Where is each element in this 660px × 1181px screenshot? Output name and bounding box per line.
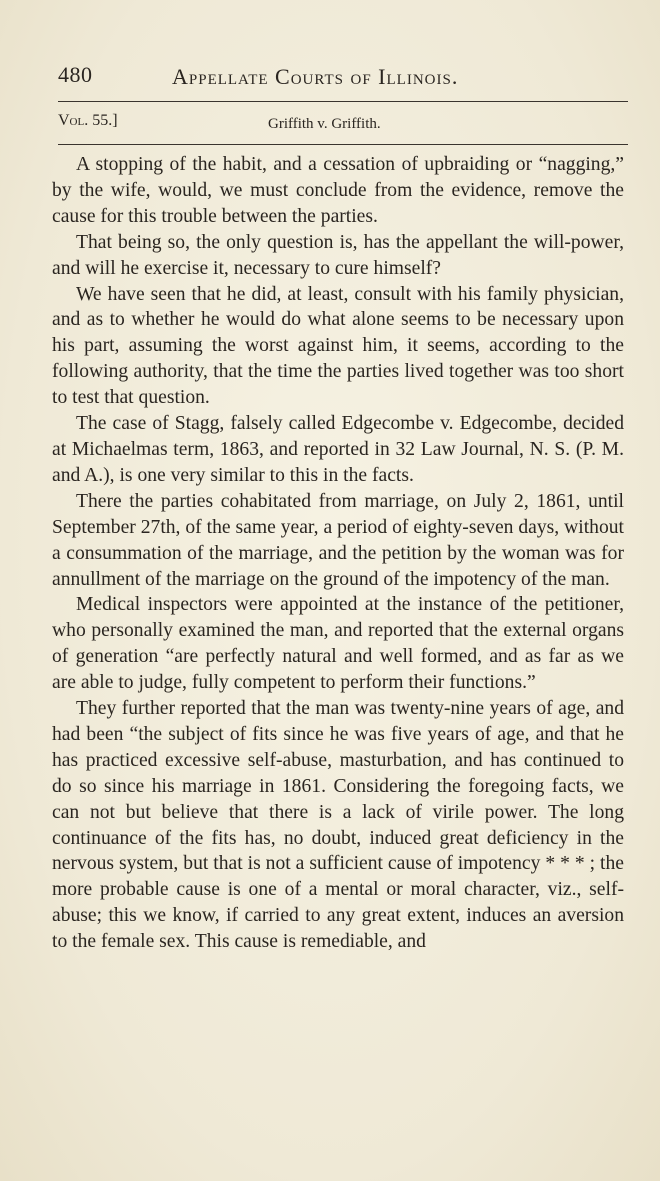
paragraph: There the parties cohabitated from marriage, on July 2, 1861, until September 27th, of the same year, a period of eighty-seven days, without a consummation of the marriage, and the petition by the woman was for annullment of the marriage on the ground of the impotency of the man. (52, 490, 624, 590)
paragraph: A stopping of the habit, and a cessation of upbraiding or “nagging,” by the wife, would, we must conclude from the evidence, remove the cause for this trouble between the parties. (52, 154, 624, 227)
body-text (52, 152, 624, 955)
paragraph: They further reported that the man was twenty-nine years of age, and had been “the subject of fits since he was five years of age, and that he has practiced excessive self-abuse, masturbation, and has continued to do so since his marriage in 1861. Considering the foregoing facts, we can not but believe that there is a lack of virile power. The long continuance of the fits has, no doubt, induced great deficiency in the nervous system, but that is not a sufficient cause of impotency * * * ; the more probable cause is one of a mental or moral character, viz., self-abuse; this we know, if carried to any great extent, induces an aversion to the female sex. This cause is remediable, and (52, 698, 624, 953)
header-rule-bottom (58, 144, 628, 145)
page-title: Appellate Courts of Illinois. (172, 64, 459, 89)
page-header (58, 62, 518, 96)
paragraph: The case of Stagg, falsely called Edgecombe v. Edgecombe, decided at Michaelmas term, 1863, and reported in 32 Law Journal, N. S. (P. M. and A.), is one very similar to this in the facts. (52, 413, 624, 486)
case-name: Griffith v. Griffith. (268, 116, 381, 132)
page-number: 480 (58, 62, 93, 87)
paragraph: Medical inspectors were appointed at the instance of the petitioner, who personally examined the man, and reported that the external organs of generation “are perfectly natural and well formed, and as far as we are able to judge, fully competent to perform their functions.” (52, 594, 624, 694)
header-rule-top (58, 101, 628, 102)
volume-label: Vol. 55.] (58, 112, 118, 129)
running-head (58, 112, 628, 136)
paragraph: We have seen that he did, at least, consult with his family physician, and as to whether he would do what alone seems to be necessary upon his part, assuming the worst against him, it seems, according to the following authority, that the time the parties lived together was too short to test that question. (52, 283, 624, 409)
paragraph: That being so, the only question is, has the appellant the will-power, and will he exercise it, necessary to cure himself? (52, 231, 624, 279)
